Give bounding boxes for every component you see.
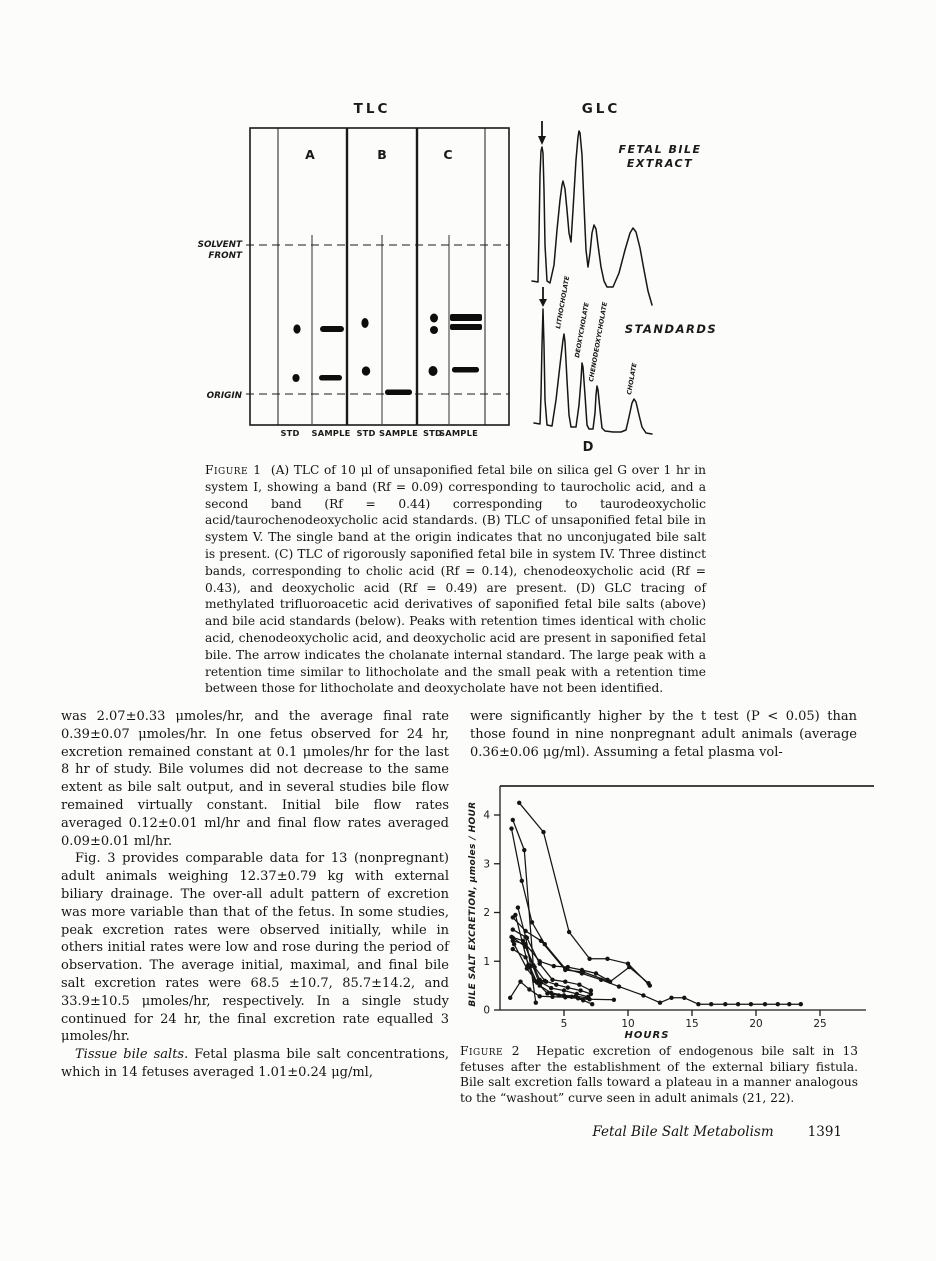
x-axis-label: HOURS — [624, 1030, 670, 1041]
data-point — [605, 978, 609, 982]
lane-label: SAMPLE — [439, 428, 478, 438]
data-point — [549, 991, 553, 995]
data-point — [529, 964, 533, 968]
data-point — [511, 818, 515, 822]
data-point — [516, 905, 520, 909]
panel-label-a: A — [305, 147, 315, 162]
tlc-band — [450, 324, 482, 330]
extract-label: FETAL BILE — [618, 143, 702, 156]
data-point — [617, 984, 621, 988]
data-point — [585, 996, 589, 1000]
page-footer — [460, 1124, 842, 1140]
paragraph-text: Fetal plasma bile salt concentrations, which in 14 fetuses averaged 1.01±0.24 μg/ml, — [61, 1047, 449, 1080]
data-point — [578, 988, 582, 992]
data-point — [541, 830, 545, 834]
data-point — [552, 964, 556, 968]
right-column — [470, 708, 857, 761]
tlc-spot — [362, 366, 370, 375]
tlc-title: TLC — [353, 101, 391, 117]
tlc-band — [320, 326, 344, 332]
data-point — [517, 801, 521, 805]
data-point — [523, 935, 527, 939]
data-point — [562, 993, 566, 997]
data-point — [525, 966, 529, 970]
data-point — [518, 980, 522, 984]
lane-label: STD — [422, 428, 443, 438]
data-point — [512, 942, 516, 946]
data-point — [736, 1002, 740, 1006]
data-point — [539, 939, 543, 943]
left-column — [61, 708, 449, 1082]
data-point — [527, 987, 531, 991]
data-point — [563, 980, 567, 984]
data-point — [534, 1001, 538, 1005]
figure2-plot — [462, 782, 878, 1044]
data-point — [543, 979, 547, 983]
data-point — [658, 1001, 662, 1005]
data-point — [594, 971, 598, 975]
data-point — [696, 1002, 700, 1006]
data-point — [646, 981, 650, 985]
data-point — [538, 959, 542, 963]
tlc-spot — [429, 366, 438, 376]
data-point — [787, 1002, 791, 1006]
data-point — [669, 996, 673, 1000]
data-point — [550, 995, 554, 999]
data-point — [511, 947, 515, 951]
data-point — [522, 848, 526, 852]
plot-axes — [500, 786, 866, 1010]
standards-label: STANDARDS — [624, 322, 718, 336]
paragraph — [61, 1046, 449, 1082]
y-tick-label: 1 — [483, 955, 490, 968]
data-point — [554, 983, 558, 987]
internal-standard-arrow — [538, 121, 546, 145]
y-tick-label: 3 — [483, 858, 490, 871]
data-point — [587, 957, 591, 961]
figure2-caption — [460, 1044, 858, 1106]
y-tick-label: 0 — [483, 1004, 490, 1017]
solvent-front-label: FRONT — [208, 251, 242, 261]
tlc-spot — [430, 314, 438, 323]
data-point — [549, 986, 553, 990]
page-number: 1391 — [807, 1124, 842, 1140]
x-tick-label: 25 — [813, 1018, 827, 1030]
figure1-tlc-glc — [180, 95, 870, 465]
data-point — [627, 965, 631, 969]
data-point — [749, 1002, 753, 1006]
data-point — [580, 968, 584, 972]
data-point — [566, 965, 570, 969]
data-point — [538, 983, 542, 987]
series-line-fetus-3 — [512, 829, 801, 1005]
data-point — [763, 1002, 767, 1006]
peak-label-chenodeoxycholate: CHENODEOXYCHOLATE — [588, 301, 609, 383]
data-point — [562, 988, 566, 992]
figure2-caption-text: Hepatic excretion of endogenous bile salt in 13 fetuses after the establishment of the external biliary fistula. Bile salt excretion falls toward a plateau in a manner analogous to the “washout” curve seen in adult animals (21, 22). — [460, 1044, 858, 1105]
panel-label-b: B — [377, 147, 387, 162]
origin-label: ORIGIN — [206, 391, 242, 401]
data-point — [605, 957, 609, 961]
x-tick-label: 10 — [621, 1018, 635, 1030]
paragraph-lead: Tissue bile salts. — [75, 1047, 189, 1063]
paragraph: were significantly higher by the t test (P < 0.05) than those found in nine nonpregnant adult animals (average 0.36±0.06 μg/ml). Assuming a fetal plasma vol- — [470, 709, 857, 760]
y-tick-label: 2 — [483, 907, 490, 919]
tlc-spot — [361, 318, 368, 328]
data-point — [682, 996, 686, 1000]
lane-label: STD — [356, 428, 376, 438]
data-point — [550, 978, 554, 982]
data-point — [513, 913, 517, 917]
extract-label: EXTRACT — [626, 157, 694, 170]
tlc-spot — [430, 326, 438, 334]
peak-label-deoxycholate: DEOXYCHOLATE — [574, 301, 591, 359]
lane-label: SAMPLE — [379, 428, 418, 438]
tlc-band — [452, 367, 479, 373]
data-point — [508, 996, 512, 1000]
tlc-band — [319, 375, 342, 381]
figure2-series-group — [483, 786, 874, 1030]
data-point — [573, 994, 577, 998]
y-tick-label: 4 — [483, 809, 490, 822]
data-point — [509, 826, 513, 830]
tlc-band — [385, 390, 412, 396]
peak-label-cholate: CHOLATE — [626, 362, 639, 396]
paragraph: Fig. 3 provides comparable data for 13 (nonpregnant) adult animals weighing 12.37±0.79 kg with external biliary drainage. The over-all adult pattern of excretion was more variable than that of the fetus. In some studies, peak excretion rates were observed initially, while in others initial rates were low and rose during the period of observation. The average initial, maximal, and final bile salt excretion rates were 68.5 ±10.7, 85.7±14.2, and 33.9±10.5 μmoles/hr, respectively. In a single study continued for 24 hr, the final excretion rate equalled 3 μmoles/hr. — [61, 851, 449, 1045]
lane-label: SAMPLE — [311, 428, 351, 438]
data-point — [567, 930, 571, 934]
solvent-front-label: SOLVENT — [197, 240, 242, 250]
data-point — [776, 1002, 780, 1006]
data-point — [566, 985, 570, 989]
panel-label-c: C — [443, 147, 453, 162]
series-line-fetus-1 — [519, 803, 650, 986]
data-point — [612, 998, 616, 1002]
data-point — [590, 1002, 594, 1006]
tlc-band — [450, 314, 482, 321]
figure1-caption-text: (A) TLC of 10 μl of unsaponified fetal bile on silica gel G over 1 hr in system I, showing a band (Rf = 0.09) corresponding to taurocholic acid, and a second band (Rf = 0.44) corresponding to taurodeoxycholic acid/taurochenodeoxycholic acid standards. (B) TLC of unsaponified fetal bile in system V. The single band at the origin indicates that no unconjugated bile salt is present. (C) TLC of rigorously saponified fetal bile in system IV. Three distinct bands, corresponding to cholic acid (Rf = 0.14), chenodeoxycholic acid (Rf = 0.43), and deoxycholic acid (Rf = 0.49) are present. (D) GLC tracing of methylated trifluoroacetic acid derivatives of saponified fetal bile salts (above) and bile acid standards (below). Peaks with retention times identical with cholic acid, chenodeoxycholic acid, and deoxycholic acid are present in saponified fetal bile. The arrow indicates the cholanate internal standard. The large peak with a retention time similar to lithocholate and the small peak with a retention time between those for lithocholate and deoxycholate have not been identified. — [205, 463, 707, 696]
lane-label: STD — [280, 428, 300, 438]
paragraph: was 2.07±0.33 μmoles/hr, and the average final rate 0.39±0.07 μmoles/hr. In one fetus observed for 24 hr, excretion remained constant at 0.1 μmoles/hr for the last 8 hr of study. Bile volumes did not decrease to the same extent as bile salt output, and in several studies bile flow remained virtually constant. Initial bile flow rates averaged 0.12±0.01 ml/hr and final flow rates averaged 0.09±0.01 ml/hr. — [61, 709, 449, 849]
internal-standard-arrow — [539, 287, 547, 307]
data-point — [723, 1002, 727, 1006]
x-tick-label: 15 — [685, 1018, 699, 1030]
data-point — [799, 1002, 803, 1006]
panel-label-d: D — [582, 440, 594, 455]
peak-label-lithocholate: LITHOCHOLATE — [555, 275, 572, 330]
data-point — [641, 993, 645, 997]
x-tick-label: 5 — [560, 1018, 568, 1030]
tlc-plate-box — [250, 128, 509, 425]
tlc-spot — [292, 374, 299, 382]
data-point — [709, 1002, 713, 1006]
running-title: Fetal Bile Salt Metabolism — [592, 1124, 774, 1140]
x-tick-label: 20 — [749, 1018, 763, 1030]
data-point — [520, 879, 524, 883]
y-axis-label: BILE SALT EXCRETION, μmoles / HOUR — [468, 801, 478, 1007]
glc-title: GLC — [581, 101, 621, 117]
figure1-caption-label: Figure 1 — [205, 463, 262, 477]
figure1-caption — [205, 462, 706, 697]
figure2-caption-label: Figure 2 — [460, 1044, 520, 1058]
data-point — [538, 994, 542, 998]
data-point — [530, 920, 534, 924]
data-point — [577, 983, 581, 987]
tlc-spot — [293, 324, 300, 333]
data-point — [511, 927, 515, 931]
